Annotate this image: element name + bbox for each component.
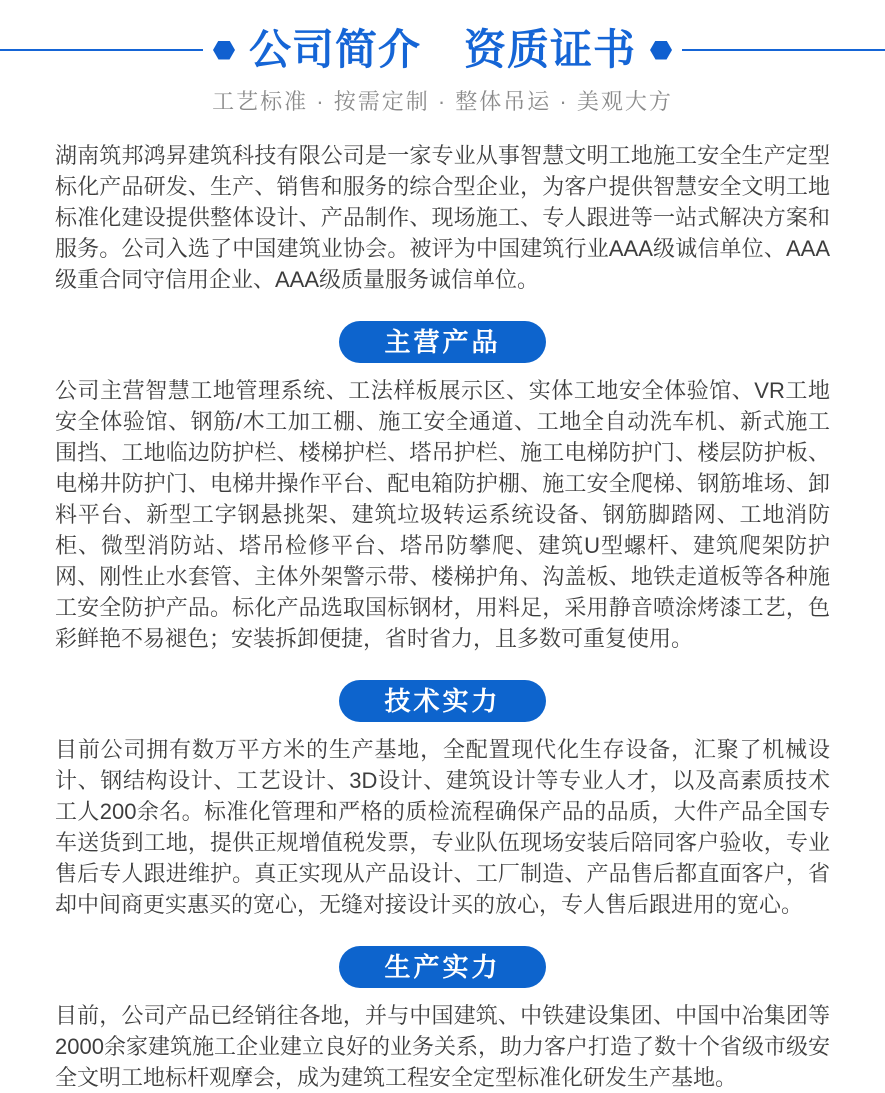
page-subtitle: 工艺标准 · 按需定制 · 整体吊运 · 美观大方 bbox=[212, 89, 673, 114]
intro-paragraph: 湖南筑邦鸿昇建筑科技有限公司是一家专业从事智慧文明工地施工安全生产定型标化产品研发、生产、销售和服务的综合型企业，为客户提供智慧安全文明工地标准化建设提供整体设计、产品制作、现场施工、专人跟进等一站式解决方案和服务。公司入选了中国建筑业协会。被评为中国建筑行业AAA级诚信单位、AAA级重合同守信用企业、AAA级质量服务诚信单位。 bbox=[55, 143, 830, 292]
main-products-paragraph: 公司主营智慧工地管理系统、工法样板展示区、实体工地安全体验馆、VR工地安全体验馆、钢筋/木工加工棚、施工安全通道、工地全自动洗车机、新式施工围挡、工地临边防护栏、楼梯护栏、塔吊护栏、施工电梯防护门、楼层防护板、电梯井防护门、电梯井操作平台、配电箱防护棚、施工安全爬梯、钢筋堆场、卸料平台、新型工字钢悬挑架、建筑垃圾转运系统设备、钢筋脚踏网、工地消防柜、微型消防站、塔吊检修平台、塔吊防攀爬、建筑U型螺杆、建筑爬架防护网、刚性止水套管、主体外架警示带、楼梯护角、沟盖板、地铁走道板等各种施工安全防护产品。标化产品选取国标钢材，用料足，采用静音喷涂烤漆工艺，色彩鲜艳不易褪色；安装拆卸便捷，省时省力，且多数可重复使用。 bbox=[55, 378, 830, 651]
page-title: 公司简介 资质证书 bbox=[249, 25, 637, 73]
technical-strength-paragraph: 目前公司拥有数万平方米的生产基地，全配置现代化生存设备，汇聚了机械设计、钢结构设计、工艺设计、3D设计、建筑设计等专业人才，以及高素质技术工人200余名。标准化管理和严格的质检流程确保产品的品质，大件产品全国专车送货到工地，提供正规增值税发票，专业队伍现场安装后陪同客户验收，专业售后专人跟进维护。真正实现从产品设计、工厂制造、产品售后都直面客户，省却中间商更实惠买的宽心，无缝对接设计买的放心，专人售后跟进用的宽心。 bbox=[55, 737, 830, 917]
title-rule-right bbox=[682, 49, 885, 51]
section-pill-production-strength: 生产实力 bbox=[339, 946, 545, 988]
production-strength-paragraph: 目前，公司产品已经销往各地，并与中国建筑、中铁建设集团、中国中冶集团等2000余家建筑施工企业建立良好的业务关系，助力客户打造了数十个省级市级安全文明工地标杆观摩会，成为建筑工程安全定型标准化研发生产基地。 bbox=[55, 1003, 830, 1090]
title-rule-left bbox=[0, 49, 203, 51]
hexagon-bullet-right-icon bbox=[650, 41, 672, 60]
section-pill-technical-strength: 技术实力 bbox=[339, 680, 545, 722]
section-pill-main-products: 主营产品 bbox=[339, 321, 545, 363]
hexagon-bullet-left-icon bbox=[213, 41, 235, 60]
page-title-row bbox=[0, 26, 885, 74]
